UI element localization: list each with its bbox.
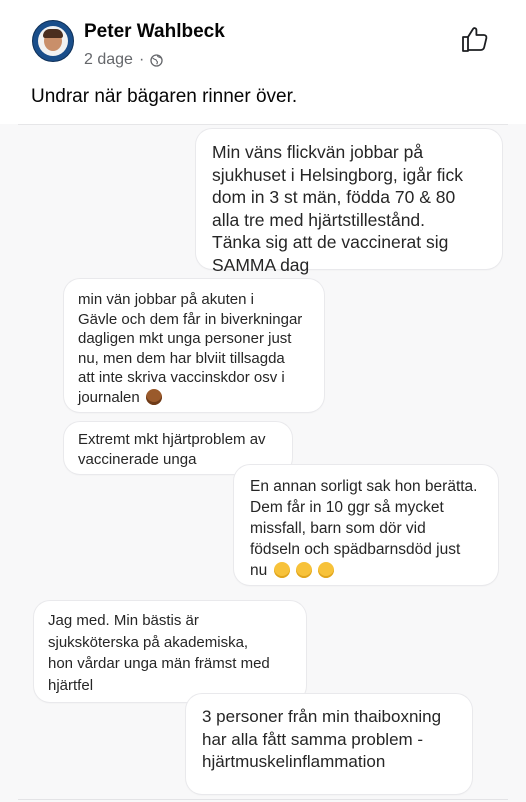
author-name[interactable]: Peter Wahlbeck [84, 21, 225, 42]
post-time[interactable]: 2 dage [84, 51, 133, 68]
sad-face-emoji [318, 562, 334, 578]
message-bubble-sent [186, 694, 472, 794]
message-bubble-received [64, 279, 324, 412]
avatar[interactable] [32, 20, 74, 62]
message-bubble-sent [196, 129, 502, 275]
attached-screenshot[interactable] [0, 124, 526, 802]
divider [18, 124, 508, 125]
message-text: Extremt mkt hjärtproblem av vaccinerade unga [78, 431, 266, 468]
message-text: Jag med. Min bästis är sjuksköterska på akademiska, hon vårdar unga män främst med hjärtfel [48, 612, 270, 694]
thumbs-up-icon[interactable] [460, 24, 490, 54]
sad-face-emoji [296, 562, 312, 578]
message-text: 3 personer från min thaiboxning har alla fått samma problem - hjärtmuskelinflammation [202, 707, 442, 771]
message-text: Min väns flickvän jobbar på sjukhuset i Helsingborg, igår fick dom in 3 st män, födda 70 & 80 alla tre med hjärtstillestånd. Tänka sig att de vaccinerat sig SAMMA dag [212, 142, 463, 275]
divider [18, 799, 508, 800]
message-bubble-sent [234, 465, 498, 585]
sad-face-emoji [274, 562, 290, 578]
post-meta [84, 51, 163, 69]
post-text: Undrar när bägaren rinner över. [31, 86, 298, 107]
post-header [0, 0, 526, 124]
message-text: En annan sorligt sak hon berätta. Dem får in 10 ggr så mycket missfall, barn som dör vid födseln och spädbarnsdöd just nu [250, 478, 478, 579]
angry-face-emoji [146, 389, 162, 405]
meta-separator: · [138, 51, 145, 68]
globe-icon [150, 54, 163, 67]
message-bubble-received [34, 601, 306, 702]
message-text: min vän jobbar på akuten i Gävle och dem får in biverkningar dagligen mkt unga personer just nu, men dem har blviit tillsagda att inte skriva vaccinskdor osv i journalen [78, 291, 303, 406]
